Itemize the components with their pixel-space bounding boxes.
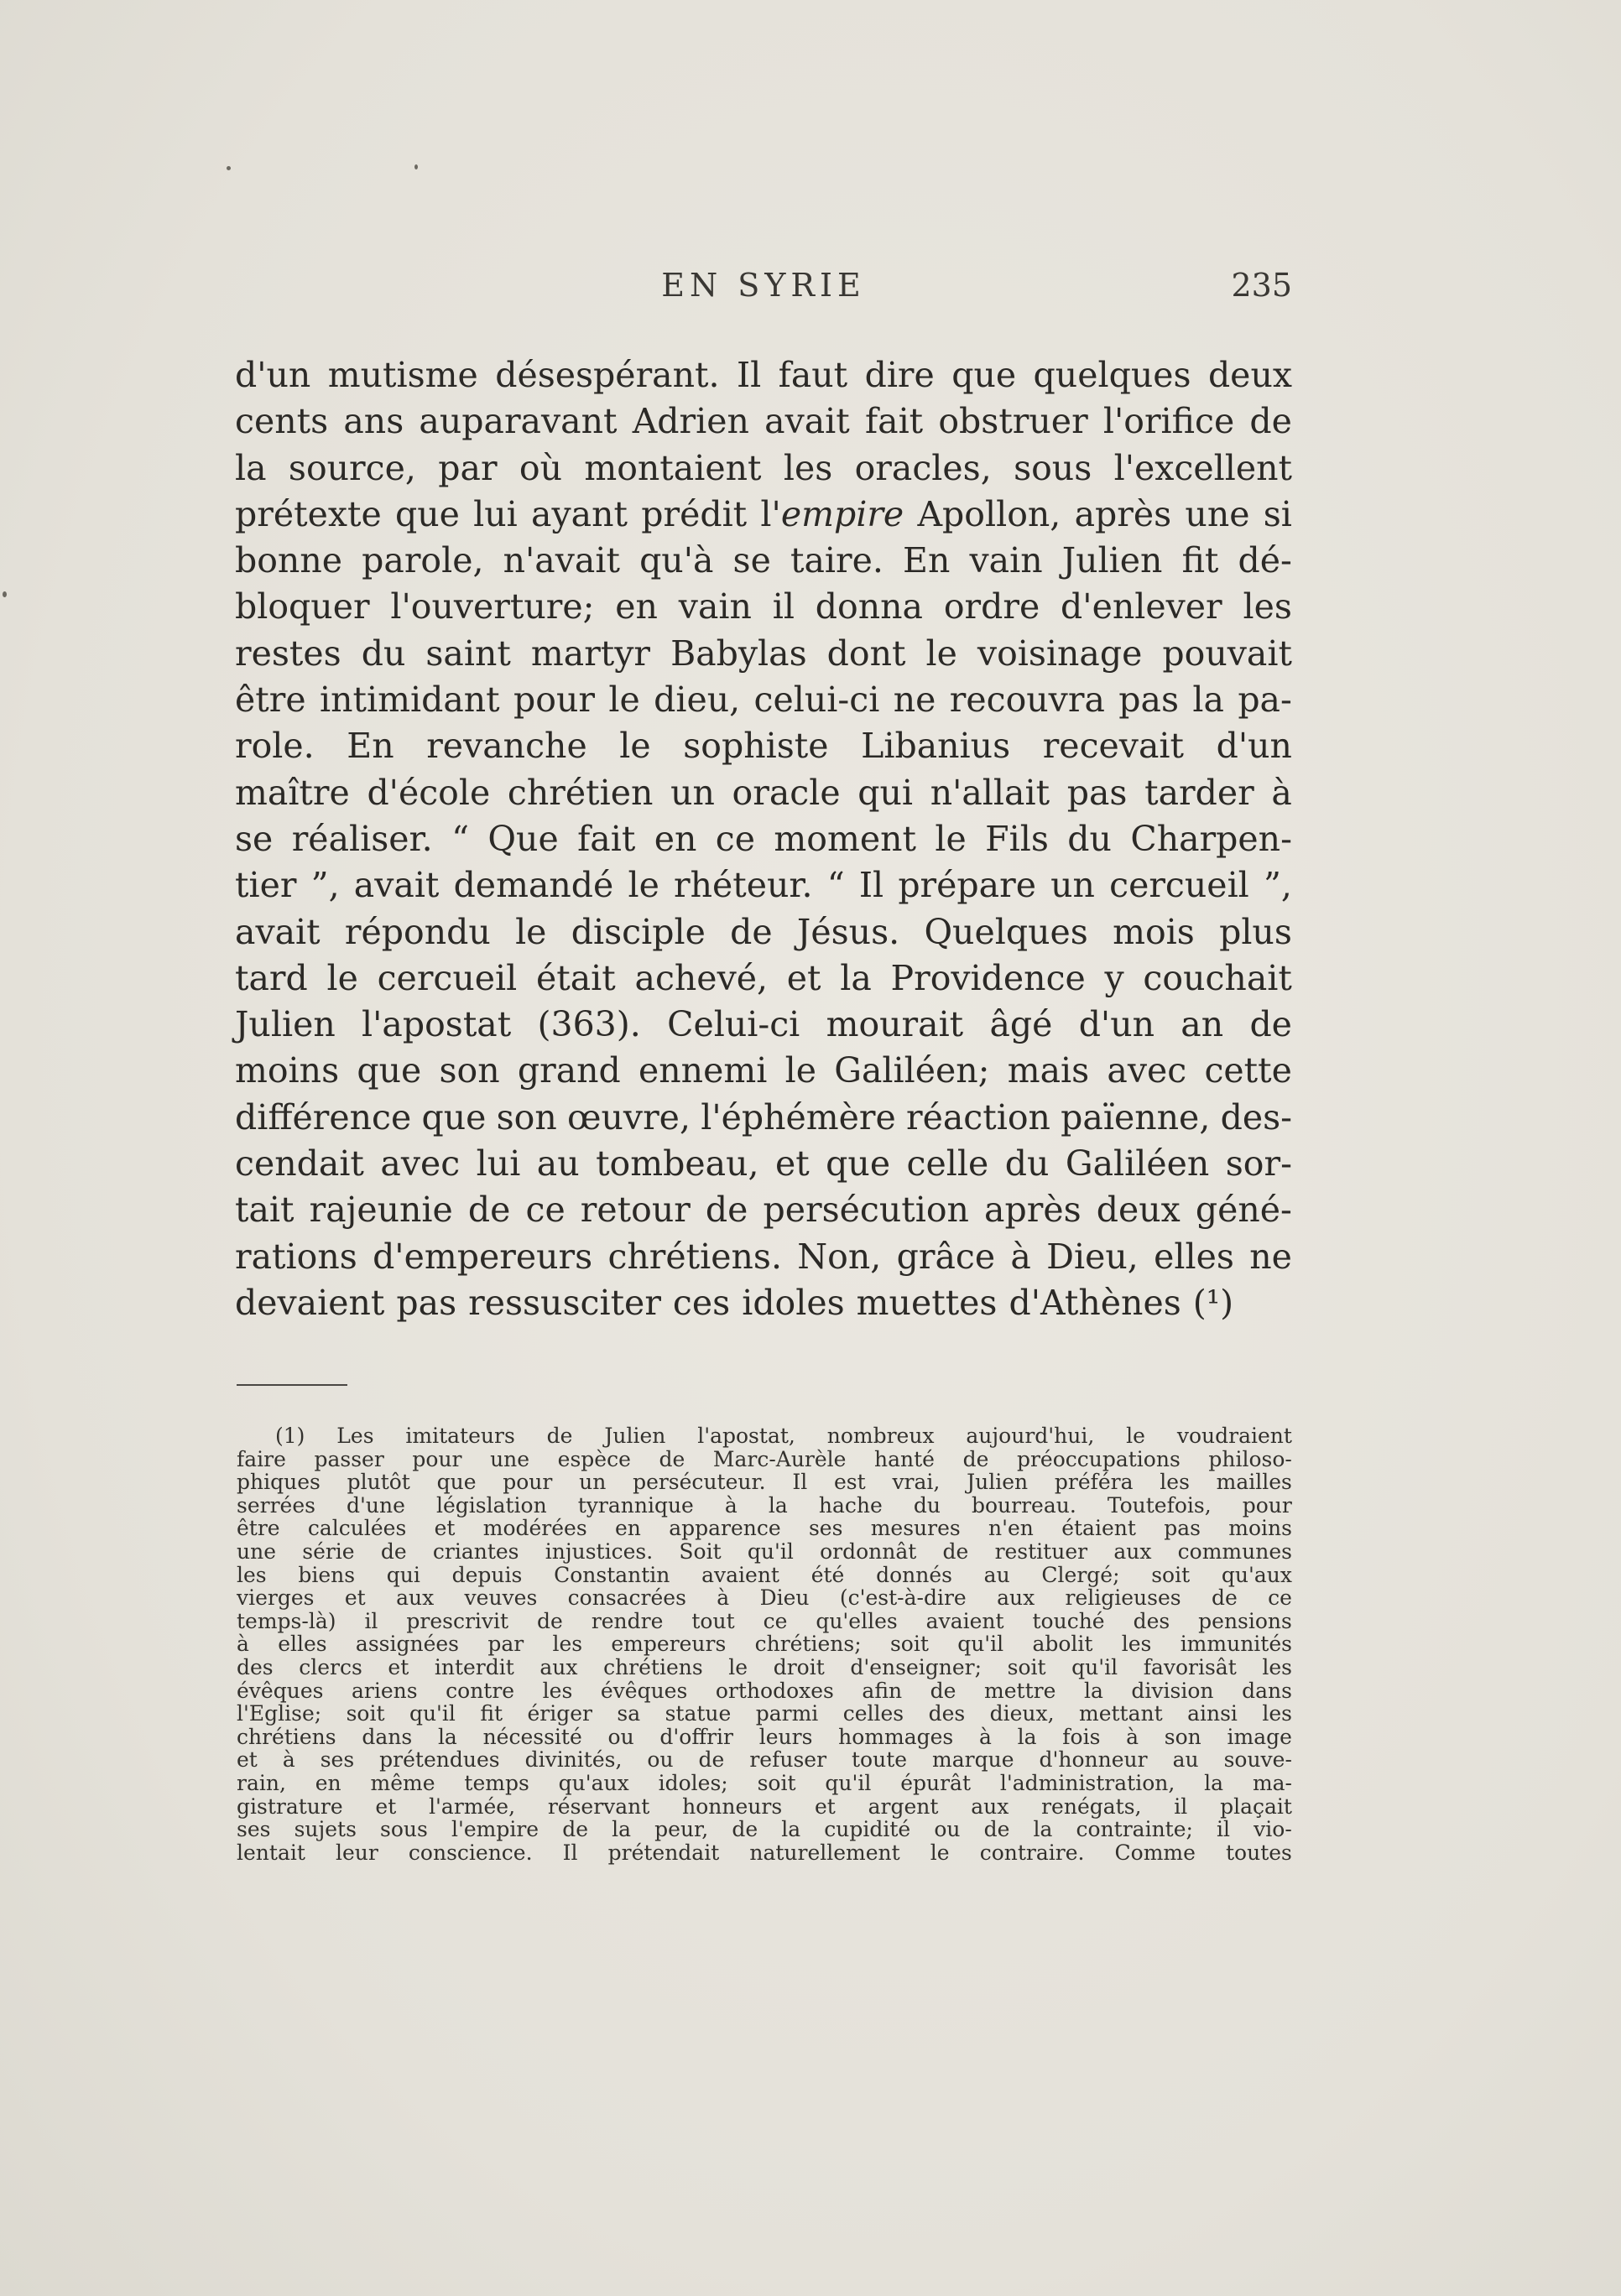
text-line: avait répondu le disciple de Jésus. Quelques mois plus (235, 911, 1292, 952)
text-line: la source, par où montaient les oracles, sous l'excellent (235, 447, 1292, 488)
footnote-line: vierges et aux veuves consacrées à Dieu (c'est-à-dire aux religieuses de ce (237, 1585, 1292, 1611)
text-line: role. En revanche le sophiste Libanius recevait d'un (235, 726, 1292, 767)
text-line: rations d'empereurs chrétiens. Non, grâce à Dieu, elles ne (235, 1236, 1292, 1277)
page-number: 235 (1231, 267, 1292, 304)
paper-speck (414, 164, 418, 169)
footnote-line: l'Eglise; soit qu'il fit ériger sa statue parmi celles des dieux, mettant ainsi les (237, 1701, 1292, 1726)
footnote-line: rain, en même temps qu'aux idoles; soit qu'il épurât l'administration, la ma- (237, 1770, 1292, 1795)
footnote-line: ses sujets sous l'empire de la peur, de la cupidité ou de la contrainte; il vio- (237, 1817, 1292, 1842)
text-line: cents ans auparavant Adrien avait fait obstruer l'orifice de (235, 401, 1292, 442)
footnote-line: à elles assignées par les empereurs chrétiens; soit qu'il abolit les immunités (237, 1632, 1292, 1657)
footnote-line: les biens qui depuis Constantin avaient été donnés au Clergé; soit qu'aux (237, 1562, 1292, 1587)
footnote-line: et à ses prétendues divinités, ou de refuser toute marque d'honneur au souve- (237, 1747, 1292, 1773)
text-line: tard le cercueil était achevé, et la Providence y couchait (235, 957, 1292, 998)
footnote-line: faire passer pour une espèce de Marc-Aurèle hanté de préoccupations philoso- (237, 1446, 1292, 1471)
text-line: d'un mutisme désespérant. Il faut dire que quelques deux (235, 355, 1292, 395)
text-line: cendait avec lui au tombeau, et que celle du Galiléen sor- (235, 1143, 1292, 1184)
paper-speck (3, 591, 7, 597)
footnote-line: chrétiens dans la nécessité ou d'offrir leurs hommages à la fois à son image (237, 1724, 1292, 1749)
footnote-line: phiques plutôt que pour un persécuteur. Il est vrai, Julien préféra les mailles (237, 1470, 1292, 1495)
text-line: tait rajeunie de ce retour de persécution après deux géné- (235, 1190, 1292, 1231)
footnote-line: être calculées et modérées en apparence ses mesures n'en étaient pas moins (237, 1516, 1292, 1541)
page-header (235, 267, 1292, 317)
footnote-line: temps-là) il prescrivit de rendre tout ce qu'elles avaient touché des pensions (237, 1608, 1292, 1633)
text-line: devaient pas ressusciter ces idoles muettes d'Athènes (¹) (235, 1282, 1234, 1323)
footnote-separator (237, 1384, 347, 1386)
text-line: Julien l'apostat (363). Celui-ci mourait âgé d'un an de (235, 1004, 1292, 1045)
text-line: être intimidant pour le dieu, celui-ci ne recouvra pas la pa- (235, 679, 1292, 721)
text-line: bloquer l'ouverture; en vain il donna ordre d'enlever les (235, 586, 1292, 627)
running-head: EN SYRIE (661, 267, 866, 304)
footnote-line: serrées d'une législation tyrannique à la hache du bourreau. Toutefois, pour (237, 1492, 1292, 1518)
text-line: moins que son grand ennemi le Galiléen; mais avec cette (235, 1050, 1292, 1091)
text-line: bonne parole, n'avait qu'à se taire. En vain Julien fit dé- (235, 540, 1292, 581)
footnote-line: évêques ariens contre les évêques orthodoxes afin de mettre la division dans (237, 1678, 1292, 1703)
text-line: maître d'école chrétien un oracle qui n'allait pas tarder à (235, 772, 1292, 813)
text-line: se réaliser. “ Que fait en ce moment le Fils du Charpen- (235, 818, 1292, 859)
footnote-line: une série de criantes injustices. Soit qu'il ordonnât de restituer aux communes (237, 1538, 1292, 1564)
footnote-line: gistrature et l'armée, réservant honneurs et argent aux renégats, il plaçait (237, 1794, 1292, 1819)
footnote-line: des clercs et interdit aux chrétiens le droit d'enseigner; soit qu'il favorisât les (237, 1654, 1292, 1679)
main-text (235, 352, 1292, 1326)
text-line: restes du saint martyr Babylas dont le voisinage pouvait (235, 633, 1292, 674)
footnote-line: lentait leur conscience. Il prétendait naturellement le contraire. Comme toutes (237, 1840, 1292, 1865)
footnote-line: (1) Les imitateurs de Julien l'apostat, nombreux aujourd'hui, le voudraient (275, 1424, 1292, 1448)
text-line: tier ”, avait demandé le rhéteur. “ Il prépare un cercueil ”, (235, 865, 1292, 906)
paper-speck (227, 166, 231, 170)
text-line: prétexte que lui ayant prédit l'empire Apollon, après une si (235, 493, 1292, 534)
footnote (237, 1424, 1292, 1864)
text-line: différence que son œuvre, l'éphémère réaction païenne, des- (235, 1096, 1292, 1138)
